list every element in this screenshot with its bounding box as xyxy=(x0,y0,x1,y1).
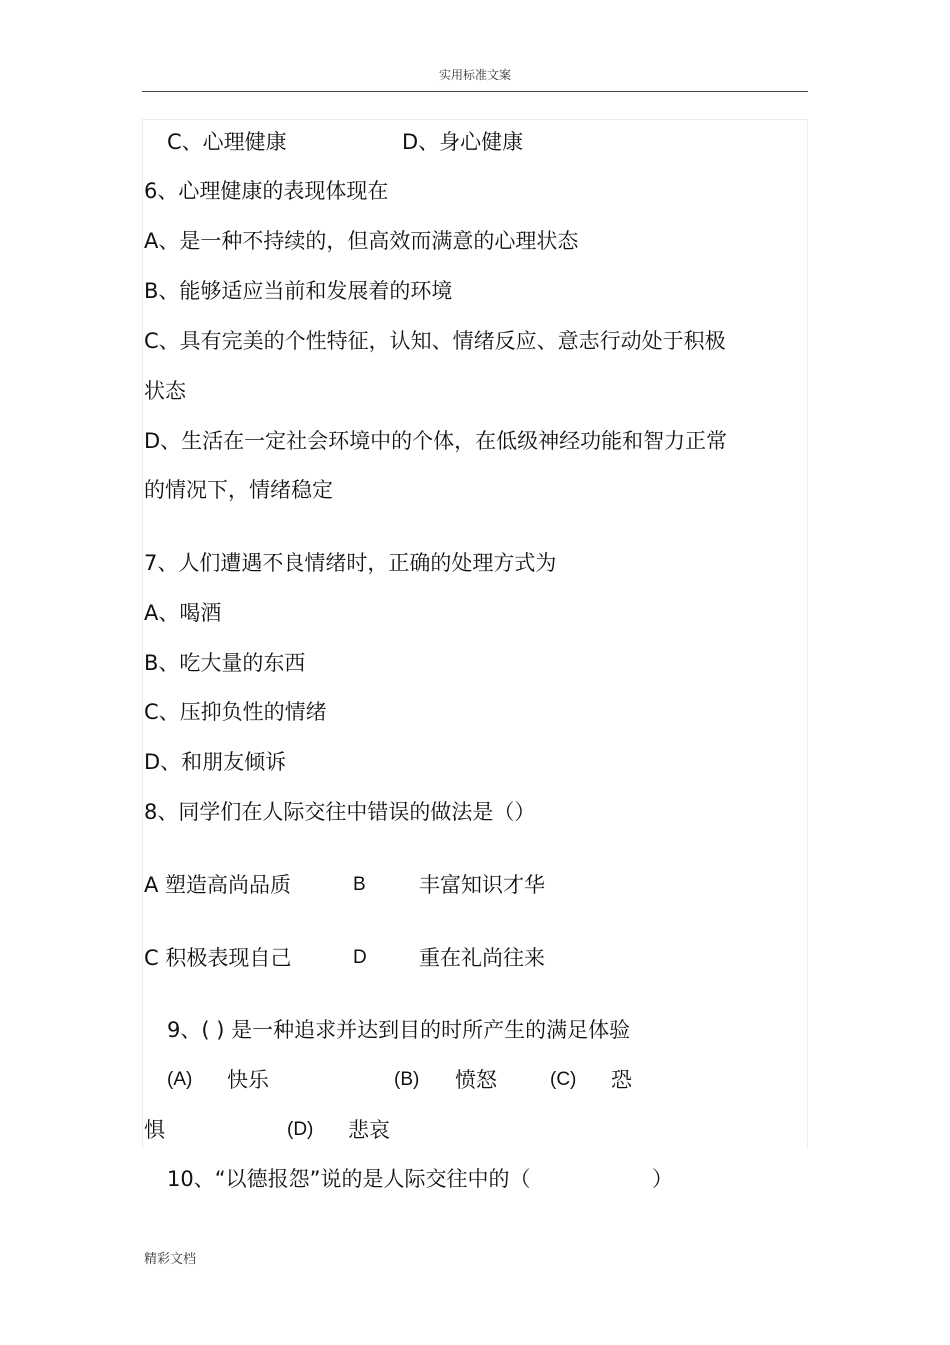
q7-option-a: A、喝酒 xyxy=(144,601,222,625)
q8-option-b-text: 丰富知识才华 xyxy=(419,873,545,897)
q7-option-b: B、吃大量的东西 xyxy=(144,651,306,675)
q5-option-d: D、身心健康 xyxy=(402,130,524,154)
q7-option-d: D、和朋友倾诉 xyxy=(144,750,287,774)
q6-option-b: B、能够适应当前和发展着的环境 xyxy=(144,279,453,303)
q9-option-a-text: 快乐 xyxy=(227,1068,269,1092)
q8-stem: 8、同学们在人际交往中错误的做法是（） xyxy=(144,800,536,824)
q8-option-b-letter: B xyxy=(353,874,366,895)
content-frame-left xyxy=(142,119,143,1149)
q9-option-a-letter: (A) xyxy=(167,1069,193,1090)
q6-option-d-line2: 的情况下，情绪稳定 xyxy=(144,478,333,502)
q10-close-paren: ） xyxy=(652,1167,673,1191)
page-footer-label: 精彩文档 xyxy=(144,1252,197,1267)
q8-option-d-text: 重在礼尚往来 xyxy=(419,946,545,970)
q8-option-c: C 积极表现自己 xyxy=(144,946,292,970)
page-header-title: 实用标准文案 xyxy=(438,68,511,82)
q6-stem: 6、心理健康的表现体现在 xyxy=(144,179,389,203)
q9-option-c-text-part2: 惧 xyxy=(144,1118,165,1142)
q9-option-d-text: 悲哀 xyxy=(348,1118,390,1142)
q9-option-c-letter: (C) xyxy=(550,1069,577,1090)
q6-option-a: A、是一种不持续的，但高效而满意的心理状态 xyxy=(144,229,579,253)
content-frame-right xyxy=(807,119,808,1149)
content-frame-top xyxy=(142,119,808,120)
q6-option-c-line2: 状态 xyxy=(144,379,186,403)
q5-option-c: C、心理健康 xyxy=(167,130,287,154)
q9-option-b-text: 愤怒 xyxy=(455,1068,497,1092)
q6-option-c-line1: C、具有完美的个性特征，认知、情绪反应、意志行动处于积极 xyxy=(144,329,726,353)
q9-option-c-text-part1: 恐 xyxy=(611,1068,632,1092)
q9-option-d-letter: (D) xyxy=(287,1119,314,1140)
q8-option-d-letter: D xyxy=(353,947,367,968)
header-divider xyxy=(142,91,808,92)
q8-option-a: A 塑造高尚品质 xyxy=(144,873,292,897)
q9-option-b-letter: (B) xyxy=(394,1069,420,1090)
q9-stem: 9、( ) 是一种追求并达到目的时所产生的满足体验 xyxy=(167,1018,631,1042)
q6-option-d-line1: D、生活在一定社会环境中的个体，在低级神经功能和智力正常 xyxy=(144,429,728,453)
q7-option-c: C、压抑负性的情绪 xyxy=(144,700,327,724)
q7-stem: 7、人们遭遇不良情绪时，正确的处理方式为 xyxy=(144,551,557,575)
q10-stem: 10、“以德报怨”说的是人际交往中的（ xyxy=(167,1167,531,1191)
